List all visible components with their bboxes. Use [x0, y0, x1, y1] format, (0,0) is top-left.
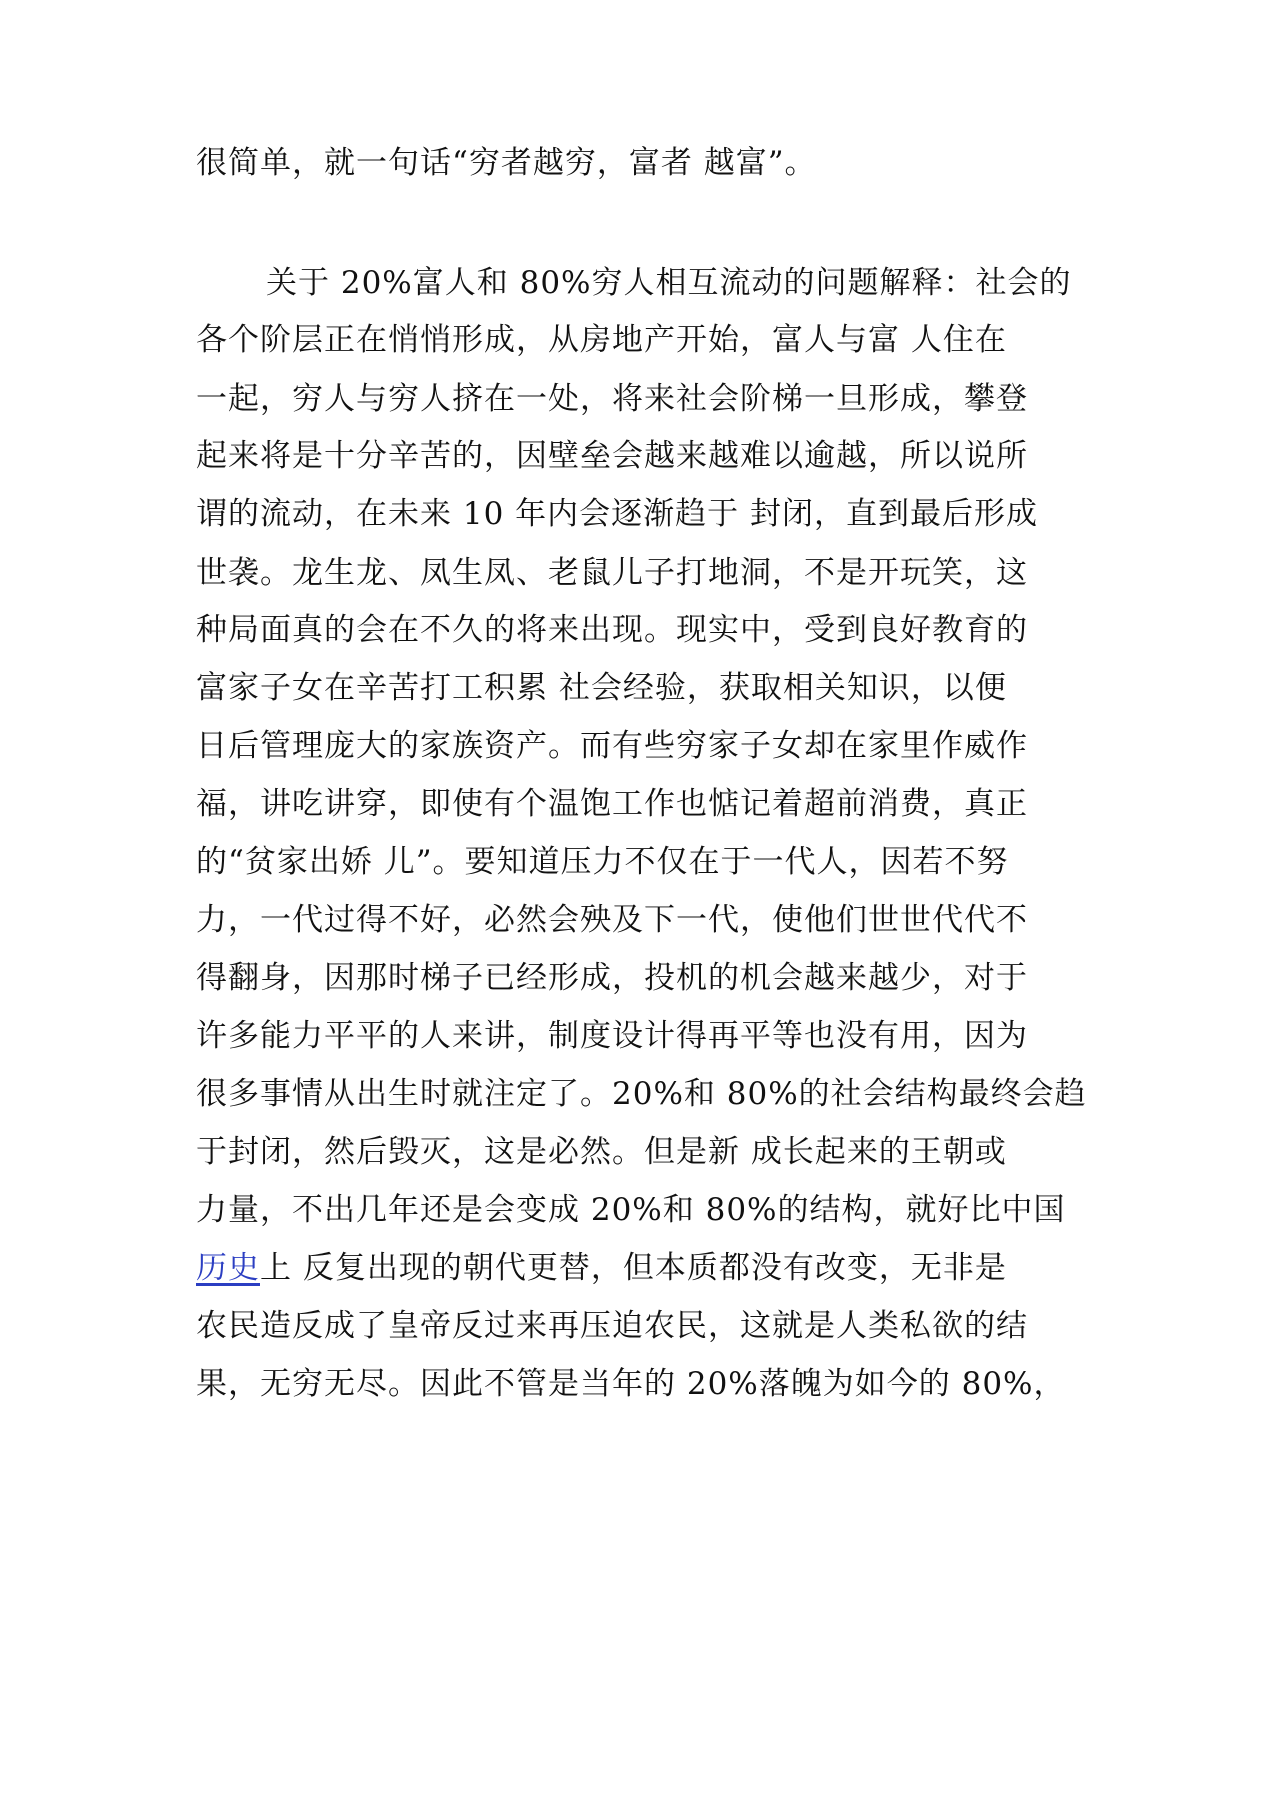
paragraph-2-line-7: 种局面真的会在不久的将来出现。现实中，受到良好教育的	[196, 612, 1028, 648]
paragraph-2-line-9: 日后管理庞大的家族资产。而有些穷家子女却在家里作威作	[196, 728, 1028, 764]
paragraph-2-line-14: 许多能力平平的人来讲，制度设计得再平等也没有用，因为	[196, 1018, 1028, 1054]
paragraph-2-line-15: 很多事情从出生时就注定了。20%和 80%的社会结构最终会趋	[196, 1076, 1087, 1112]
paragraph-2-line-12: 力，一代过得不好，必然会殃及下一代，使他们世世代代不	[196, 902, 1028, 938]
paragraph-2-line-6: 世袭。龙生龙、凤生凤、老鼠儿子打地洞，不是开玩笑，这	[196, 555, 1028, 591]
paragraph-2-line-18	[196, 1248, 1086, 1288]
paragraph-2-line-17: 力量，不出几年还是会变成 20%和 80%的结构，就好比中国	[196, 1192, 1066, 1228]
paragraph-2-line-20: 果，无穷无尽。因此不管是当年的 20%落魄为如今的 80%，	[196, 1366, 1066, 1402]
paragraph-2-line-11: 的“贫家出娇 儿”。要知道压力不仅在于一代人，因若不努	[196, 844, 1009, 880]
paragraph-2-line-1: 关于 20%富人和 80%穷人相互流动的问题解释：社会的	[266, 265, 1072, 301]
paragraph-2-line-18-text: 上 反复出现的朝代更替，但本质都没有改变，无非是	[260, 1250, 1007, 1286]
paragraph-2-line-8: 富家子女在辛苦打工积累 社会经验，获取相关知识，以便	[196, 670, 1007, 706]
history-link[interactable]: 历史	[196, 1250, 260, 1286]
paragraph-2-line-4: 起来将是十分辛苦的，因壁垒会越来越难以逾越，所以说所	[196, 438, 1028, 474]
paragraph-2-line-16: 于封闭，然后毁灭，这是必然。但是新 成长起来的王朝或	[196, 1134, 1007, 1170]
paragraph-2-line-19: 农民造反成了皇帝反过来再压迫农民，这就是人类私欲的结	[196, 1308, 1028, 1344]
paragraph-2-line-10: 福，讲吃讲穿，即使有个温饱工作也惦记着超前消费，真正	[196, 786, 1028, 822]
paragraph-2-line-13: 得翻身，因那时梯子已经形成，投机的机会越来越少，对于	[196, 960, 1028, 996]
paragraph-1-line-1: 很简单，就一句话“穷者越穷，富者 越富”。	[196, 145, 817, 181]
paragraph-2-line-3: 一起，穷人与穷人挤在一处，将来社会阶梯一旦形成，攀登	[196, 381, 1028, 417]
paragraph-2-line-5: 谓的流动，在未来 10 年内会逐渐趋于 封闭，直到最后形成	[196, 496, 1039, 532]
paragraph-2-line-2: 各个阶层正在悄悄形成，从房地产开始，富人与富 人住在	[196, 322, 1007, 358]
